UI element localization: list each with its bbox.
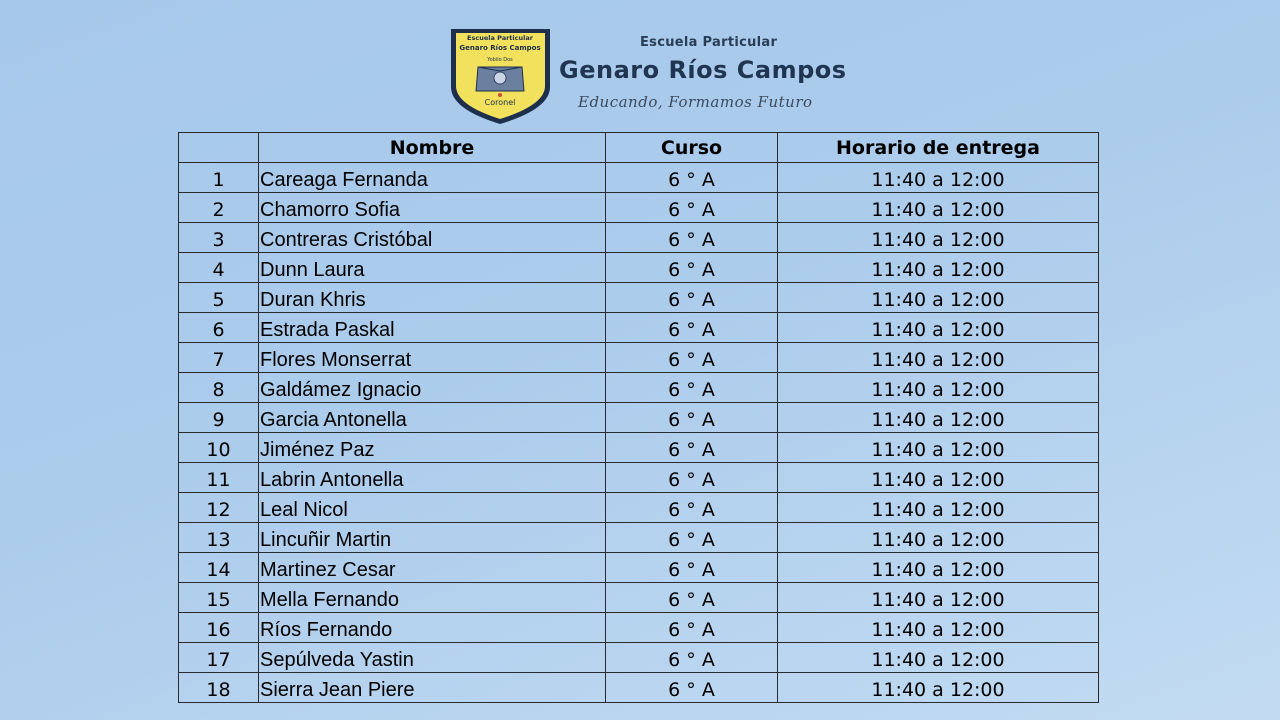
row-number: 4 <box>179 253 259 283</box>
column-header-delivery-time: Horario de entrega <box>778 133 1099 163</box>
student-name: Duran Khris <box>259 283 606 313</box>
course: 6 ° A <box>606 553 778 583</box>
table-row <box>179 643 1099 673</box>
course: 6 ° A <box>606 673 778 703</box>
student-name: Lincuñir Martin <box>259 523 606 553</box>
row-number: 6 <box>179 313 259 343</box>
delivery-time: 11:40 a 12:00 <box>778 433 1099 463</box>
student-name: Contreras Cristóbal <box>259 223 606 253</box>
course: 6 ° A <box>606 463 778 493</box>
delivery-time: 11:40 a 12:00 <box>778 163 1099 193</box>
delivery-time: 11:40 a 12:00 <box>778 193 1099 223</box>
table-row <box>179 343 1099 373</box>
row-number: 18 <box>179 673 259 703</box>
student-name: Labrin Antonella <box>259 463 606 493</box>
row-number: 15 <box>179 583 259 613</box>
school-type: Escuela Particular <box>640 35 778 50</box>
table-row <box>179 583 1099 613</box>
row-number: 2 <box>179 193 259 223</box>
course: 6 ° A <box>606 313 778 343</box>
course: 6 ° A <box>606 583 778 613</box>
row-number: 16 <box>179 613 259 643</box>
student-name: Sierra Jean Piere <box>259 673 606 703</box>
delivery-time: 11:40 a 12:00 <box>778 373 1099 403</box>
table-row <box>179 553 1099 583</box>
student-name: Flores Monserrat <box>259 343 606 373</box>
row-number: 8 <box>179 373 259 403</box>
table-row <box>179 193 1099 223</box>
row-number: 14 <box>179 553 259 583</box>
table-row <box>179 493 1099 523</box>
delivery-time: 11:40 a 12:00 <box>778 673 1099 703</box>
delivery-time: 11:40 a 12:00 <box>778 253 1099 283</box>
student-name: Jiménez Paz <box>259 433 606 463</box>
school-crest-logo <box>448 27 553 127</box>
crest-top-text: Escuela Particular <box>467 34 533 42</box>
delivery-time: 11:40 a 12:00 <box>778 283 1099 313</box>
table-row <box>179 253 1099 283</box>
table-row <box>179 373 1099 403</box>
course: 6 ° A <box>606 643 778 673</box>
delivery-time: 11:40 a 12:00 <box>778 403 1099 433</box>
delivery-time: 11:40 a 12:00 <box>778 313 1099 343</box>
crest-name-text: Genaro Ríos Campos <box>459 44 541 52</box>
row-number: 10 <box>179 433 259 463</box>
student-name: Mella Fernando <box>259 583 606 613</box>
crest-bottom-text: Coronel <box>484 98 516 107</box>
course: 6 ° A <box>606 493 778 523</box>
delivery-schedule-table <box>178 132 1099 703</box>
delivery-time: 11:40 a 12:00 <box>778 553 1099 583</box>
student-name: Galdámez Ignacio <box>259 373 606 403</box>
table-row <box>179 313 1099 343</box>
student-name: Martinez Cesar <box>259 553 606 583</box>
delivery-time: 11:40 a 12:00 <box>778 643 1099 673</box>
course: 6 ° A <box>606 253 778 283</box>
table-row <box>179 223 1099 253</box>
delivery-time: 11:40 a 12:00 <box>778 523 1099 553</box>
row-number: 12 <box>179 493 259 523</box>
student-name: Ríos Fernando <box>259 613 606 643</box>
row-number: 13 <box>179 523 259 553</box>
course: 6 ° A <box>606 193 778 223</box>
delivery-time: 11:40 a 12:00 <box>778 583 1099 613</box>
table-row <box>179 283 1099 313</box>
course: 6 ° A <box>606 613 778 643</box>
row-number: 1 <box>179 163 259 193</box>
course: 6 ° A <box>606 163 778 193</box>
table-row <box>179 523 1099 553</box>
course: 6 ° A <box>606 433 778 463</box>
column-header-number <box>179 133 259 163</box>
course: 6 ° A <box>606 523 778 553</box>
header <box>0 0 1280 130</box>
row-number: 3 <box>179 223 259 253</box>
table-row <box>179 673 1099 703</box>
delivery-time: 11:40 a 12:00 <box>778 343 1099 373</box>
row-number: 9 <box>179 403 259 433</box>
school-name: Genaro Ríos Campos <box>559 56 847 84</box>
table-body <box>179 163 1099 703</box>
student-name: Careaga Fernanda <box>259 163 606 193</box>
table-header-row <box>179 133 1099 163</box>
student-name: Garcia Antonella <box>259 403 606 433</box>
table-row <box>179 163 1099 193</box>
course: 6 ° A <box>606 343 778 373</box>
course: 6 ° A <box>606 223 778 253</box>
table-row <box>179 613 1099 643</box>
student-name: Chamorro Sofia <box>259 193 606 223</box>
school-motto: Educando, Formamos Futuro <box>578 93 813 111</box>
student-name: Estrada Paskal <box>259 313 606 343</box>
course: 6 ° A <box>606 373 778 403</box>
course: 6 ° A <box>606 403 778 433</box>
course: 6 ° A <box>606 283 778 313</box>
delivery-time: 11:40 a 12:00 <box>778 223 1099 253</box>
delivery-time: 11:40 a 12:00 <box>778 463 1099 493</box>
table-row <box>179 463 1099 493</box>
column-header-name: Nombre <box>259 133 606 163</box>
table-row <box>179 433 1099 463</box>
delivery-time: 11:40 a 12:00 <box>778 613 1099 643</box>
delivery-time: 11:40 a 12:00 <box>778 493 1099 523</box>
student-name: Sepúlveda Yastin <box>259 643 606 673</box>
column-header-course: Curso <box>606 133 778 163</box>
book-icon <box>476 67 524 91</box>
row-number: 17 <box>179 643 259 673</box>
row-number: 11 <box>179 463 259 493</box>
row-number: 7 <box>179 343 259 373</box>
row-number: 5 <box>179 283 259 313</box>
student-name: Dunn Laura <box>259 253 606 283</box>
student-name: Leal Nicol <box>259 493 606 523</box>
table-row <box>179 403 1099 433</box>
crest-sub-text: Yobilo Dos <box>487 57 513 63</box>
